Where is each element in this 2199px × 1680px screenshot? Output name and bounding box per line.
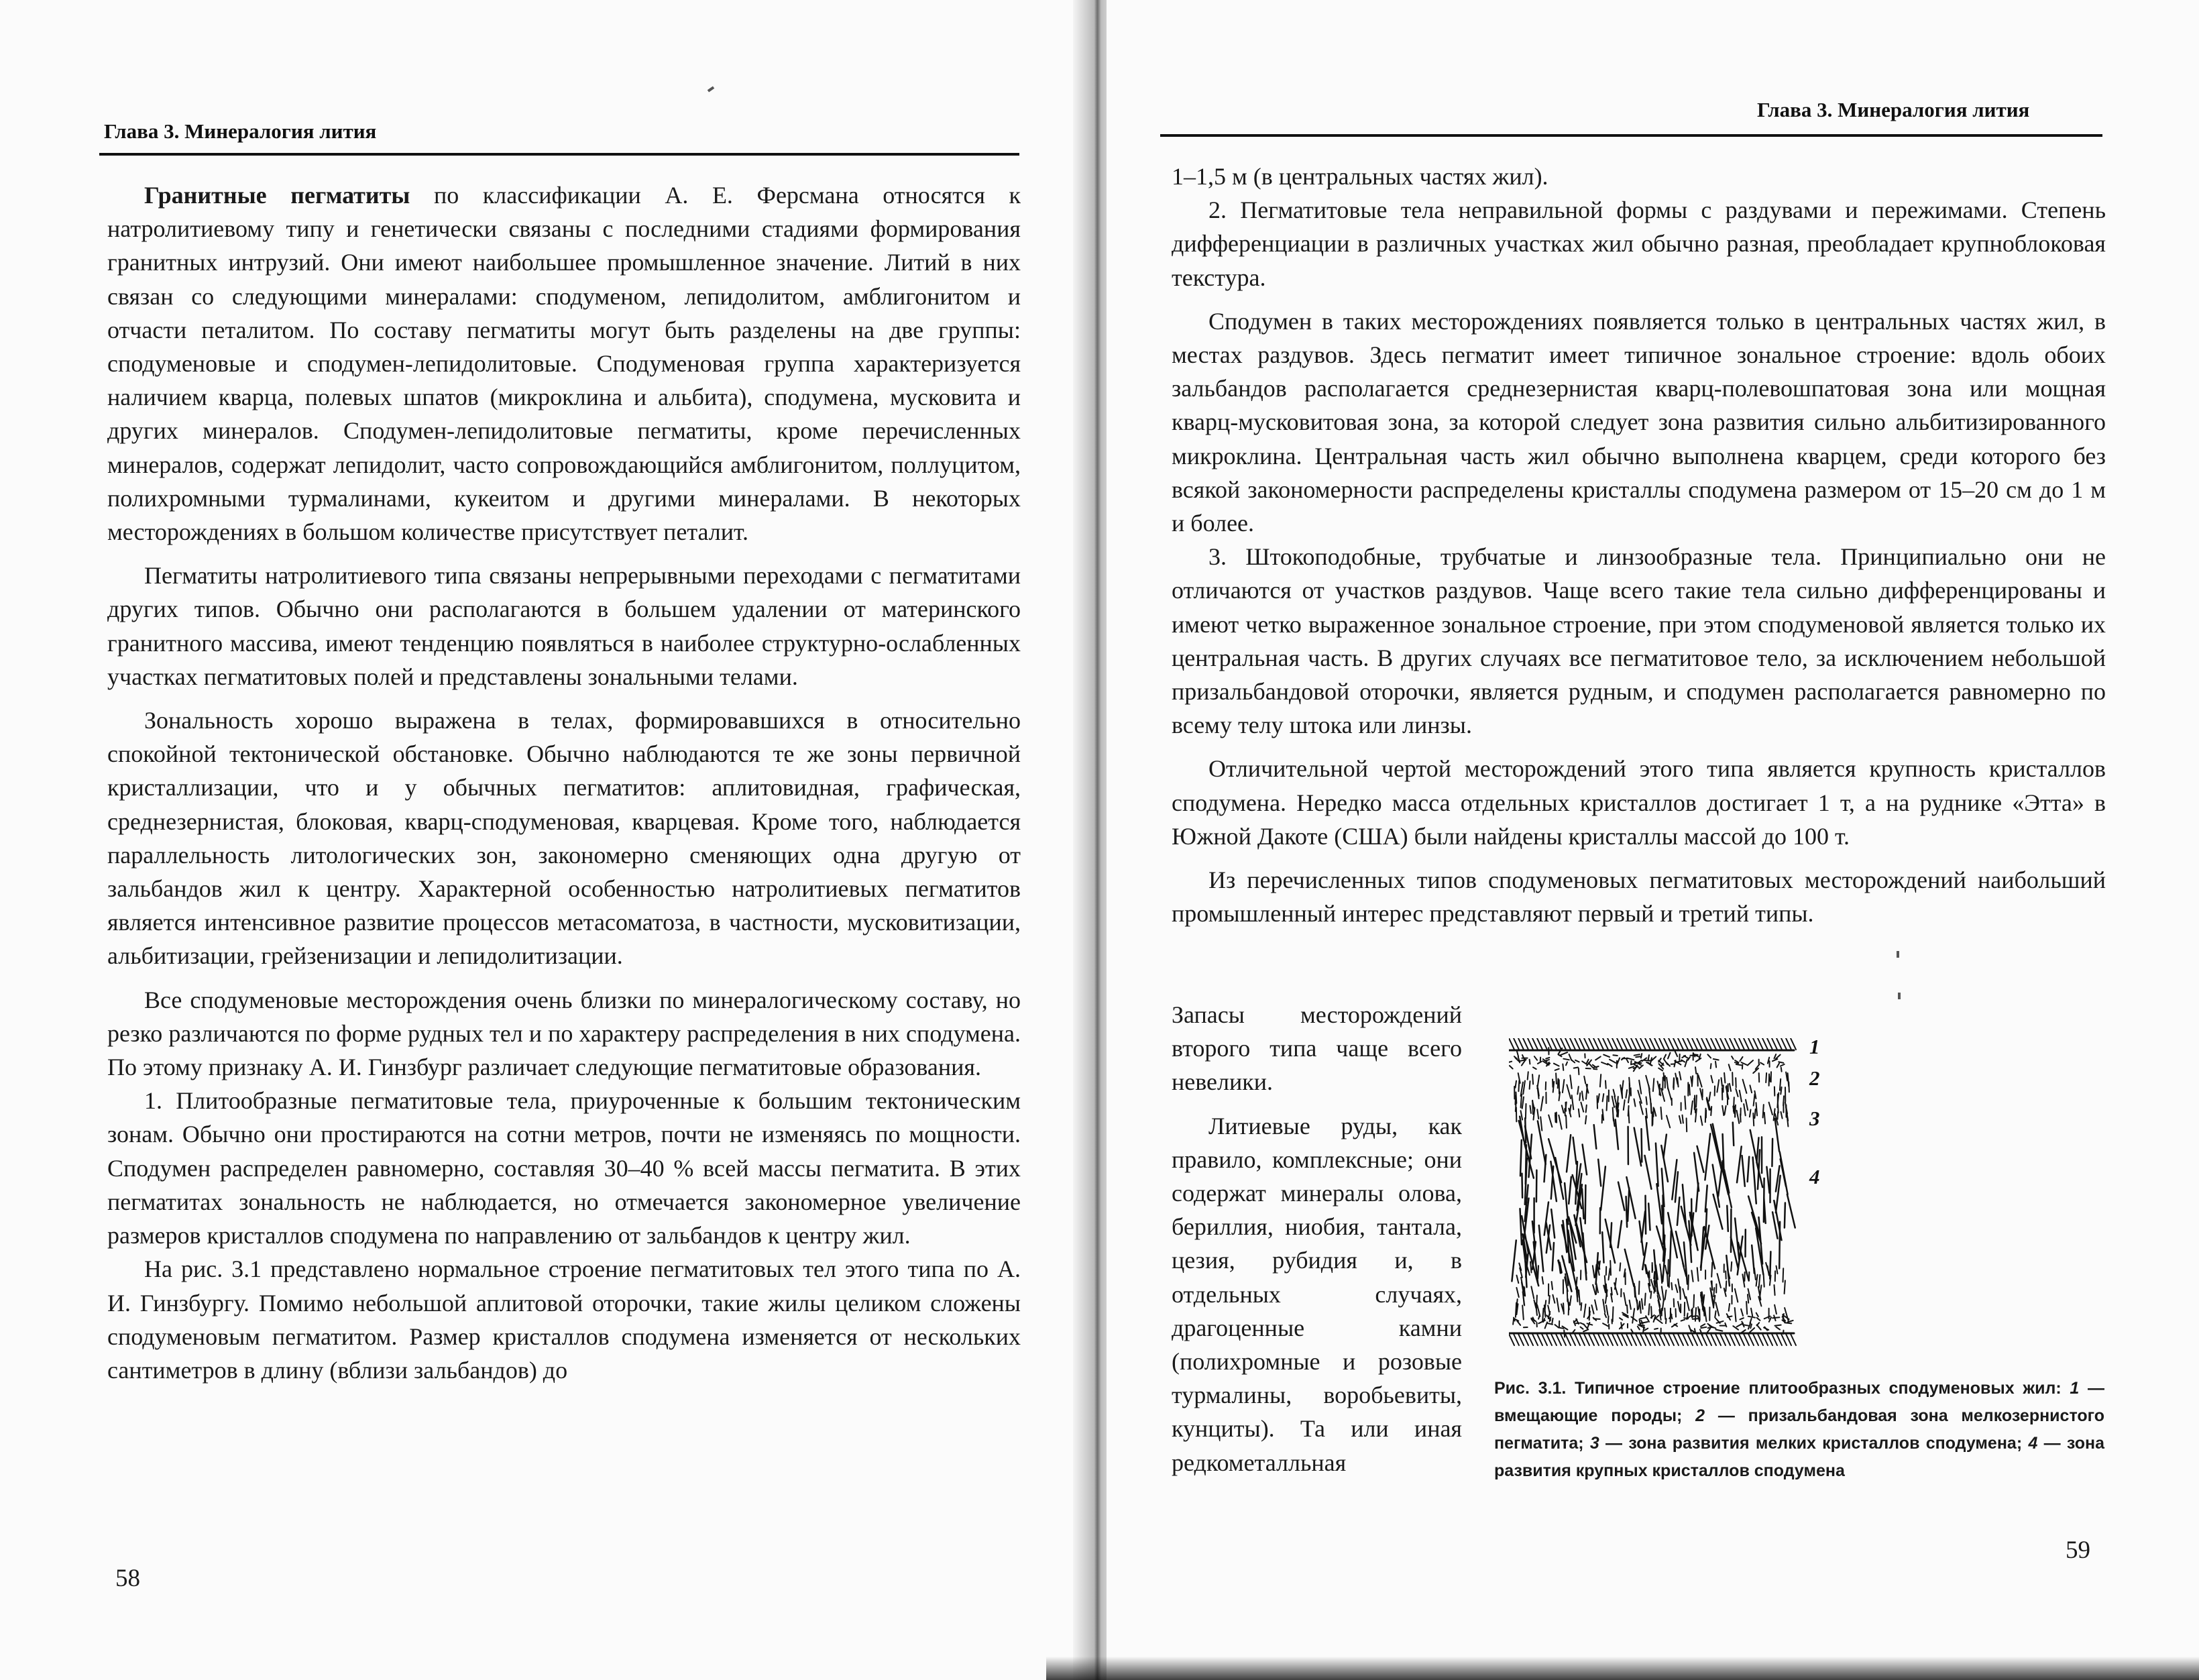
figure-3-1-diagram [1509, 1038, 1797, 1353]
right-paragraph-4: 3. Штокоподобные, трубчатые и линзообразные тела. Принципиально они не отличаются от участков раздувов. Чаще всего такие тела сильно дифференцированы и имеют четко выраженное зональное строение, при этом сподуменовой является только их центральная часть. В других случаях все пегматитовое тело, за исключением небольшой призальбандовой оторочки, является рудным, и сподумен располагается равномерно по всему телу штока или линзы. [1172, 543, 2106, 739]
right-body-text [1172, 160, 2106, 930]
header-rule-left [99, 153, 1019, 156]
right-wrap-text [1172, 998, 1462, 1479]
scan-speck [1897, 951, 1899, 958]
figure-label-4: 4 [1809, 1165, 1820, 1188]
legend-num-3: 3 [1589, 1434, 1599, 1453]
scan-speck [708, 86, 714, 92]
left-paragraph-2: Пегматиты натролитиевого типа связаны непрерывными переходами с пегматитами других типов. Обычно они располагаются в большем удалении от материнского гранитного массива, имеют тенденцию появляться в наиболее структурно-ослабленных участках пегматитовых полей и представлены зональными телами. [107, 562, 1021, 690]
left-paragraph-1: Гранитные пегматиты по классификации А. Е. Ферсмана относятся к натролитиевому типу и генетически связаны с последними стадиями формирования гранитных интрузий. Они имеют наибольшее промышленное значение. Литий в них связан со следующими минералами: сподуменом, лепидолитом, амблигонитом и отчасти петалитом. По составу пегматиты могут быть разделены на две группы: сподуменовые и сподумен-лепидолитовые. Сподуменовая группа характеризуется наличием кварца, полевых шпатов (микроклина и альбита), сподумена, мусковита и других минералов. Сподумен-лепидолитовые пегматиты, кроме перечисленных минералов, содержат лепидолит, часто сопровождающийся амблигонитом, поллуцитом, полихромными турмалинами, кукеитом и другими минералами. В некоторых месторождениях в большом количестве присутствует петалит. [107, 182, 1021, 546]
left-paragraph-3: Зональность хорошо выражена в телах, формировавшихся в относительно спокойной тектонической обстановке. Обычно наблюдаются те же зоны первичной кристаллизации, что и у обычных пегматитов: аплитовидная, графическая, среднезернистая, блоковая, кварц-сподуменовая, кварцевая. Кроме того, наблюдается параллельность литологических зон, закономерно сменяющих одна другую от зальбандов жил к центру. Характерной особенностью натролитиевых пегматитов является интенсивное развитие процессов метасоматоза, в частности, мусковитизации, альбитизации, грейзенизации и лепидолитизации. [107, 707, 1021, 970]
running-head-right: Глава 3. Минералогия лития [1757, 98, 2030, 121]
term-granite-pegmatites: Гранитные пегматиты [144, 182, 410, 209]
right-paragraph-3: Сподумен в таких месторождениях появляется только в центральных частях жил, в местах раздувов. Здесь пегматит имеет типичное зональное строение: вдоль обоих зальбандов располагается среднезернистая кварц-полевошпатовая зона или мощная кварц-мусковитовая зона, за которой следует зона развития сильно альбитизированного микроклина. Центральная часть жил обычно выполнена кварцем, среди которого без всякой закономерности распределены кристаллы сподумена размером от 15–20 см до 1 м и более. [1172, 307, 2106, 537]
legend-num-2: 2 [1695, 1406, 1705, 1425]
right-paragraph-2: 2. Пегматитовые тела неправильной формы с раздувами и пережимами. Степень дифференциации в различных участках жил обычно разная, преобладает крупноблоковая текстура. [1172, 197, 2106, 291]
header-rule-right [1160, 134, 2102, 137]
running-head-left: Глава 3. Минералогия лития [104, 119, 377, 143]
figure-label-1: 1 [1809, 1035, 1820, 1058]
right-paragraph-7: Запасы месторождений второго типа чаще всего невелики. [1172, 1001, 1462, 1096]
page-number-right: 59 [2066, 1536, 2090, 1564]
scan-speck [1898, 993, 1901, 999]
right-paragraph-5: Отличительной чертой месторождений этого типа является крупность кристаллов сподумена. Нередко масса отдельных кристаллов достигает 1 т, а на руднике «Этта» в Южной Дакоте (США) были найдены кристаллы массой до 100 т. [1172, 755, 2106, 850]
figure-label-3: 3 [1809, 1107, 1820, 1130]
legend-num-1: 1 [2070, 1379, 2080, 1398]
figure-caption: Рис. 3.1. Типичное строение плитообразных сподуменовых жил: 1 — вмещающие породы; 2 — призальбандовая зона мелкозернистого пегматита; 3 — зона развития мелких кристаллов сподумена; 4 — зона развития крупных кристаллов сподумена [1494, 1379, 2104, 1480]
left-paragraph-5: 1. Плитообразные пегматитовые тела, приуроченные к большим тектоническим зонам. Обычно они простираются на сотни метров, почти не изменяясь по мощности. Сподумен распределен равномерно, составляя 30–40 % всей массы пегматита. В этих пегматитах зональность не наблюдается, но отмечается закономерное увеличение размеров кристаллов сподумена по направлению от зальбандов к центру жил. [107, 1087, 1021, 1249]
legend-num-4: 4 [2028, 1434, 2038, 1453]
right-page [1107, 0, 2199, 1680]
page-number-left: 58 [115, 1565, 140, 1592]
scan-shadow [1046, 1657, 2199, 1680]
left-page [0, 0, 1090, 1680]
right-paragraph-8: Литиевые руды, как правило, комплексные; они содержат минералы олова, бериллия, ниобия, тантала, цезия, рубидия и, в отдельных случаях, драгоценные камни (полихромные и розовые турмалины, воробьевиты, кунциты). Та или иная редкометалльная [1172, 1112, 1462, 1476]
left-paragraph-6: На рис. 3.1 представлено нормальное строение пегматитовых тел этого типа по А. И. Гинзбургу. Помимо небольшой аплитовой оторочки, такие жилы целиком сложены сподуменовым пегматитом. Размер кристаллов сподумена изменяется от нескольких сантиметров в длину (вблизи зальбандов) до [107, 1255, 1021, 1384]
left-body-text [107, 178, 1021, 1387]
right-paragraph-6: Из перечисленных типов сподуменовых пегматитовых месторождений наибольший промышленный интерес представляют первый и третий типы. [1172, 866, 2106, 928]
figure-artwork [1509, 1038, 1796, 1345]
right-paragraph-continuation: 1–1,5 м (в центральных частях жил). [1172, 163, 1548, 190]
figure-label-2: 2 [1809, 1066, 1820, 1090]
left-paragraph-4: Все сподуменовые месторождения очень близки по минералогическому составу, но резко различаются по форме рудных тел и по характеру распределения в них сподумена. По этому признаку А. И. Гинзбург различает следующие пегматитовые образования. [107, 986, 1021, 1081]
